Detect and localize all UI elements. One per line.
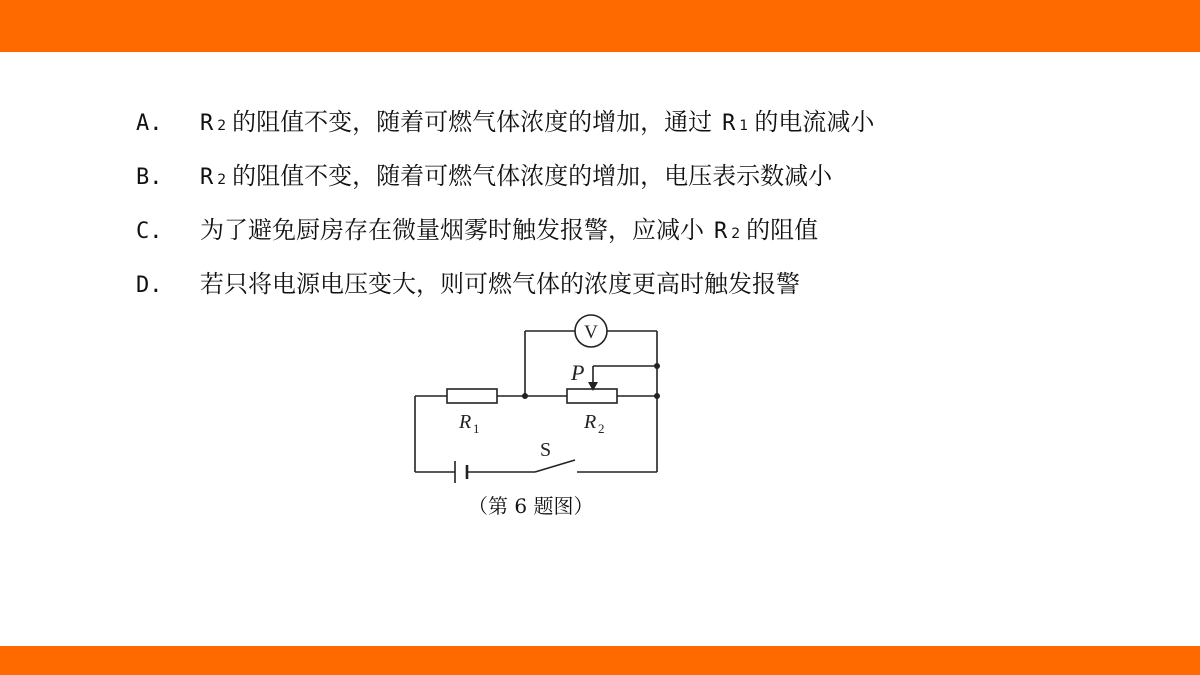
option-letter: A. [136,111,163,136]
resistor-symbol: R [200,165,214,190]
switch-lever [535,460,575,472]
resistor-subscript: 2 [731,226,741,242]
option-letter: C. [136,219,163,244]
switch-label: S [540,439,552,461]
resistor-subscript: 2 [217,172,227,188]
r1-label: R [459,411,472,433]
slider-label: P [571,360,585,385]
option-text: 的阻值不变，随着可燃气体浓度的增加，电压表示数减小 [232,162,833,190]
resistor-subscript: 2 [217,118,227,134]
resistor-r2 [567,389,617,403]
top-accent-bar [0,0,1200,52]
resistor-r1 [447,389,497,403]
r2-label: R [584,411,597,433]
option-text: 的阻值不变，随着可燃气体浓度的增加，通过 [232,108,713,136]
option-letter: D. [136,273,163,298]
figure-caption: （第 6 题图） [468,494,594,518]
answer-options [136,100,1166,316]
option-text: 为了避免厨房存在微量烟雾时触发报警，应减小 [200,216,704,244]
resistor-symbol: R [200,111,214,136]
option-a [136,100,1166,154]
bottom-accent-bar [0,646,1200,675]
option-c [136,208,1166,262]
option-b [136,154,1166,208]
junction-dot [654,393,660,399]
option-letter: B. [136,165,163,190]
option-text: 的电流减小 [754,108,875,136]
r1-subscript: 1 [473,421,480,436]
option-text: 的阻值 [746,216,819,244]
junction-dot [654,363,660,369]
resistor-symbol: R [714,219,728,244]
r2-subscript: 2 [598,421,605,436]
circuit-svg [395,310,685,490]
junction-dot [522,393,528,399]
option-text: 若只将电源电压变大，则可燃气体的浓度更高时触发报警 [200,270,800,298]
option-d [136,262,1166,316]
resistor-subscript: 1 [739,118,749,134]
voltmeter-label: V [584,322,598,343]
resistor-symbol: R [722,111,736,136]
